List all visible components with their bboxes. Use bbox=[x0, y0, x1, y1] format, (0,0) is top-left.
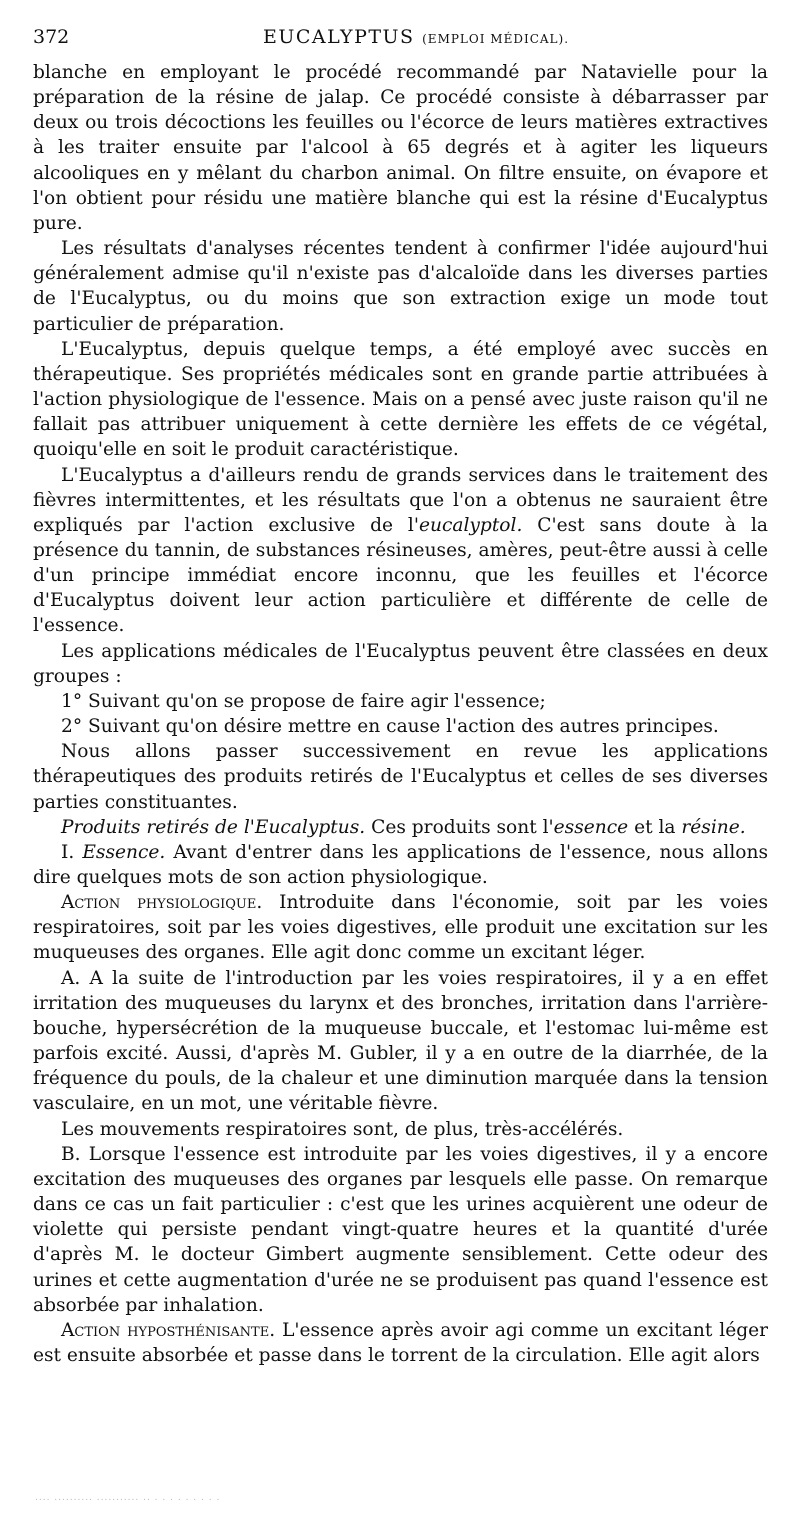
section-number: I. bbox=[61, 841, 83, 863]
footer-noise: .... .......... ........... .. . . . . . . . . . bbox=[35, 1493, 221, 1503]
italic-term: essence bbox=[553, 816, 629, 838]
paragraph bbox=[33, 1318, 768, 1368]
italic-term: Essence. bbox=[82, 841, 166, 863]
title-subtitle: (EMPLOI MÉDICAL). bbox=[422, 32, 570, 46]
text-run: C'est sans doute à la présence du tannin, de substances résineuses, amères, peut-être aussi à celle d'un principe immédiat encore inconnu, que les feuilles et l'écorce d'Eucalyptus doivent leur action particulière et différente de celle de l'essence. bbox=[33, 514, 768, 637]
title-text: EUCALYPTUS bbox=[263, 26, 415, 48]
list-item: 2° Suivant qu'on désire mettre en cause l'action des autres principes. bbox=[61, 716, 719, 738]
paragraph bbox=[33, 840, 768, 890]
paragraph bbox=[33, 890, 768, 965]
page bbox=[33, 26, 768, 1368]
paragraph: A. A la suite de l'introduction par les voies respiratoires, il y a en effet irritation des muqueuses du larynx et des bronches, irritation dans l'arrière-bouche, hypersécrétion de la muqueuse buccale, et l'estomac lui-même est parfois excité. Aussi, d'après M. Gubler, il y a en outre de la diarrhée, de la fréquence du pouls, de la chaleur et une diminution marquée dans la tension vasculaire, en un mot, une véritable fièvre. bbox=[33, 967, 768, 1115]
list-item: 1° Suivant qu'on se propose de faire agir l'essence; bbox=[61, 690, 546, 712]
paragraph: L'Eucalyptus, depuis quelque temps, a été employé avec succès en thérapeutique. Ses propriétés médicales sont en grande partie attribuées à l'action physiologique de l'essence. Mais on a pensé avec juste raison qu'il ne fallait pas attribuer uniquement à cette dernière les effets de ce végétal, quoiqu'elle en soit le produit caractéristique. bbox=[33, 338, 768, 461]
paragraph: Les mouvements respiratoires sont, de plus, très-accélérés. bbox=[61, 1118, 624, 1140]
running-header bbox=[33, 26, 768, 60]
paragraph: B. Lorsque l'essence est introduite par les voies digestives, il y a encore excitation des muqueuses des organes par lesquels elle passe. On remarque dans ce cas un fait particulier : c'est que les urines acquièrent une odeur de violette qui persiste pendant vingt-quatre heures et la quantité d'urée d'après M. le docteur Gimbert augmente sensiblement. Cette odeur des urines et cette augmentation d'urée ne se produisent pas quand l'essence est absorbée par inhalation. bbox=[33, 1143, 768, 1316]
italic-term: eucalyptol. bbox=[419, 514, 523, 536]
paragraph: Les applications médicales de l'Eucalyptus peuvent être classées en deux groupes : bbox=[33, 640, 768, 687]
text-run: Introduite dans l'économie, soit par les voies respiratoires, soit par les voies digestives, elle produit une excitation sur les muqueuses des organes. Elle agit donc comme un excitant léger. bbox=[33, 892, 768, 964]
text-run: Ces produits sont l' bbox=[365, 816, 554, 838]
paragraph: Nous allons passer successivement en revue les applications thérapeutiques des produits retirés de l'Eucalyptus et celles de ses diverses parties constituantes. bbox=[33, 741, 768, 813]
italic-term: Produits retirés de l'Eucalyptus. bbox=[61, 816, 366, 838]
paragraph: Les résultats d'analyses récentes tendent à confirmer l'idée aujourd'hui généralement admise qu'il n'existe pas d'alcaloïde dans les diverses parties de l'Eucalyptus, ou du moins que son extraction exige un mode tout particulier de préparation. bbox=[33, 238, 768, 335]
text-run: et la bbox=[628, 816, 682, 838]
page-number: 372 bbox=[33, 26, 70, 48]
italic-term: résine. bbox=[681, 816, 746, 838]
running-title bbox=[263, 26, 569, 48]
paragraph bbox=[33, 463, 768, 639]
body-text bbox=[33, 60, 768, 1368]
paragraph bbox=[33, 815, 768, 840]
small-caps-heading: Action hyposthénisante. bbox=[61, 1319, 276, 1341]
text-run: L'Eucalyptus a d'ailleurs rendu de grands services dans le traitement des fièvres intermittentes, et les résultats que l'on a obtenus ne sauraient être expliqués par l'action exclusive de l' bbox=[33, 464, 768, 536]
paragraph: blanche en employant le procédé recommandé par Natavielle pour la préparation de la résine de jalap. Ce procédé consiste à débarrasser par deux ou trois décoctions les feuilles ou l'écorce de leurs matières extractives à les traiter ensuite par l'alcool à 65 degrés et à agiter les liqueurs alcooliques en y mêlant du charbon animal. On filtre ensuite, on évapore et l'on obtient pour résidu une matière blanche qui est la résine d'Eucalyptus pure. bbox=[33, 62, 768, 234]
text-run: L'essence après avoir agi comme un excitant léger est ensuite absorbée et passe dans le torrent de la circulation. Elle agit alors bbox=[33, 1319, 768, 1366]
small-caps-heading: Action physiologique. bbox=[61, 892, 263, 914]
text-run: Avant d'entrer dans les applications de l'essence, nous allons dire quelques mots de son action physiologique. bbox=[33, 841, 768, 888]
